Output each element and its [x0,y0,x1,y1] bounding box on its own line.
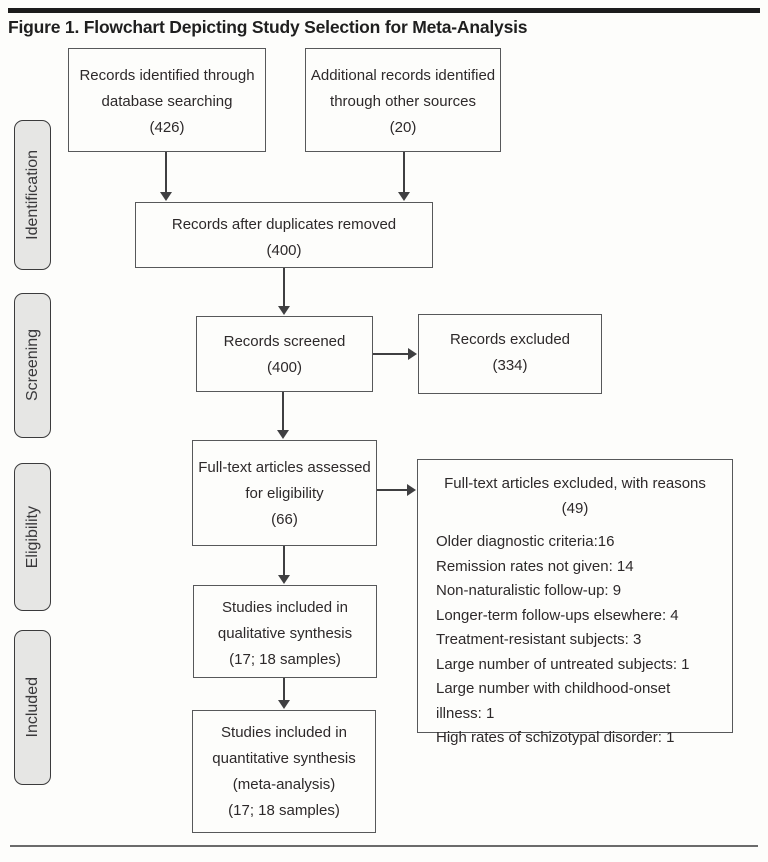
arrow-duplicates-to-screened [278,268,290,315]
figure-title: Figure 1. Flowchart Depicting Study Selection for Meta-Analysis [8,17,528,37]
exclusion-reason: Non-naturalistic follow-up: 9 [436,582,622,599]
stage-label-identification [14,120,51,270]
arrow-screened-to-excluded [373,348,417,360]
box-text-line: (meta-analysis) [232,776,336,793]
flow-box-qualitative-synthesis [193,585,377,678]
flow-box-quantitative-synthesis [192,710,376,833]
box-text-line: Records excluded [449,331,571,348]
stage-label-screening [14,293,51,438]
box-text-line: (17; 18 samples) [229,651,341,668]
box-text-line: (334) [492,357,528,374]
fulltext-excluded-header [433,471,717,521]
exclusion-reason: Treatment-resistant subjects: 3 [436,631,642,648]
box-text-line: Full-text articles assessed [198,459,371,476]
box-text-line: Full-text articles excluded, with reasons [444,475,706,492]
stage-label-text: Identification [23,150,41,240]
flow-box-records-identified [68,48,266,152]
box-text-line: Records after duplicates removed [171,216,397,233]
box-text-line: Records screened [223,333,346,350]
box-text-line: (20) [389,119,417,136]
exclusion-reason: Large number of untreated subjects: 1 [436,655,690,673]
box-text-line: Additional records identified [310,67,496,84]
flow-box-fulltext-assessed [192,440,377,546]
flow-box-fulltext-excluded [417,459,733,746]
exclusion-reason: High rates of schizotypal disorder: 1 [436,729,675,746]
arrow-fulltext-to-excluded-reasons [377,484,416,496]
arrow-identified-to-duplicates [160,152,172,201]
box-text-line: for eligibility [245,485,324,502]
bottom-rule [10,845,758,847]
box-text-line: Records identified through [79,67,255,84]
box-text-line: (400) [266,242,302,259]
box-text-line: (49) [561,500,589,517]
arrow-screened-to-fulltext [277,392,289,439]
exclusion-reasons-list [433,530,717,751]
box-text-line: quantitative synthesis [212,750,356,767]
box-text-line: database searching [101,93,233,110]
stage-label-text: Screening [23,329,41,402]
exclusion-reason: Large number with childhood-onset illness: 1 [436,680,671,722]
stage-label-eligibility [14,463,51,611]
flow-box-records-screened [196,316,373,392]
arrow-fulltext-to-qualitative [278,546,290,584]
top-rule [8,8,760,13]
stage-label-text: Eligibility [23,505,41,569]
box-text-line: (17; 18 samples) [228,802,340,819]
arrow-additional-to-duplicates [398,152,410,201]
stage-label-text: Included [23,677,41,738]
box-text-line: Studies included in [222,599,348,616]
box-text-line: Studies included in [221,724,347,741]
box-text-line: (400) [266,359,303,376]
box-text-line: (66) [271,511,298,528]
exclusion-reason: Older diagnostic criteria:16 [436,533,615,550]
flow-box-duplicates-removed [135,202,433,268]
flow-box-records-excluded [418,314,602,394]
flow-box-additional-records [305,48,501,152]
box-text-line: (426) [149,119,185,136]
exclusion-reason: Remission rates not given: 14 [436,557,634,575]
exclusion-reason: Longer-term follow-ups elsewhere: 4 [436,606,679,624]
arrow-qualitative-to-quantitative [278,678,290,709]
box-text-line: through other sources [330,93,476,110]
box-text-line: qualitative synthesis [217,625,353,642]
stage-label-included [14,630,51,785]
